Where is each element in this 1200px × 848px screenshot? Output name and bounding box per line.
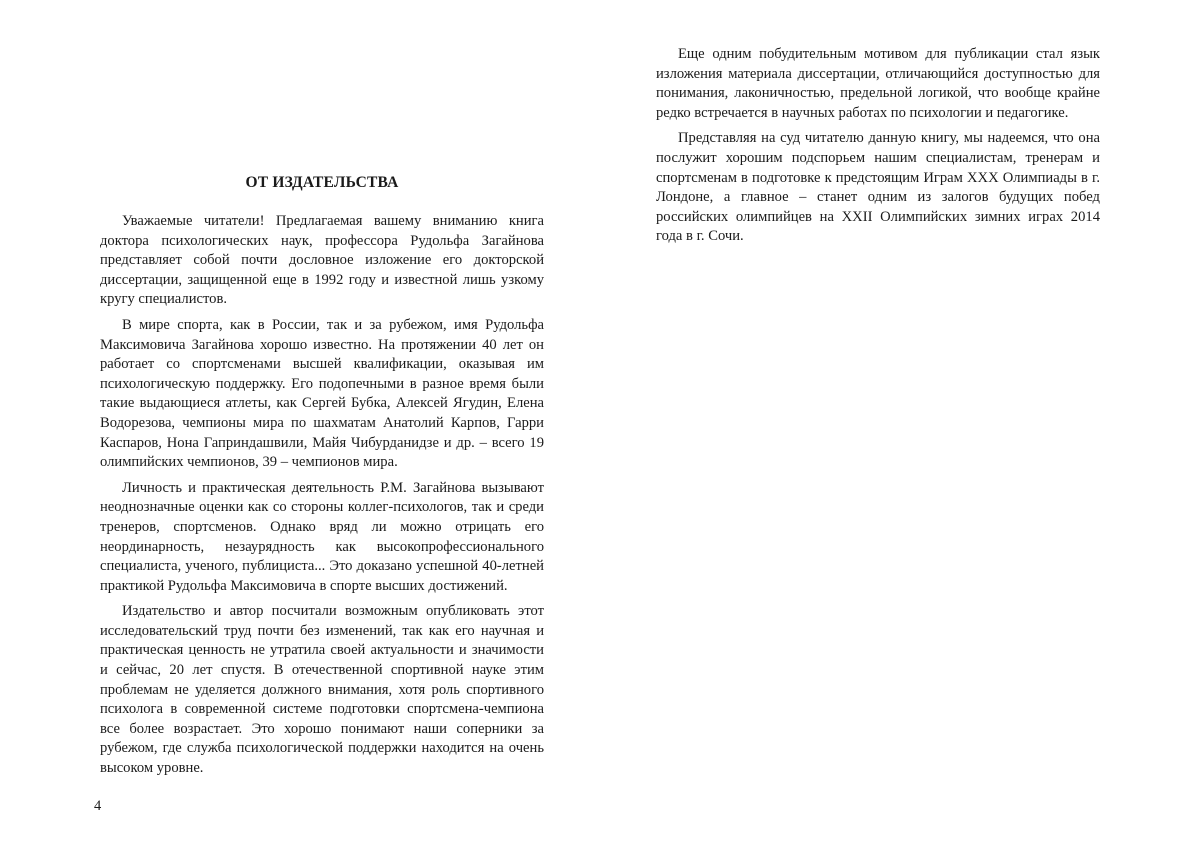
paragraph: В мире спорта, как в России, так и за рубежом, имя Рудольфа Максимовича Загайнова хорошо известно. На протяжении 40 лет он работает со спортсменами высшей квалификации, оказывая им психологическую поддержку. Его подопечными в разное время были такие выдающиеся атлеты, как Сергей Бубка, Алексей Ягудин, Елена Водорезова, чемпионы мира по шахматам Анатолий Карпов, Гарри Каспаров, Нона Гаприндашвили, Майя Чибурданидзе и др. – всего 19 олимпийских чемпионов, 39 – чемпионов мира. — [100, 316, 544, 471]
page-heading: ОТ ИЗДАТЕЛЬСТВА — [245, 174, 399, 191]
page-number: 4 — [94, 798, 102, 814]
paragraph: Уважаемые читатели! Предлагаемая вашему вниманию книга доктора психологических наук, профессора Рудольфа Загайнова представляет собой почти дословное изложение его докторской диссертации, защищенной еще в 1992 году и известной лишь узкому кругу специалистов. — [100, 213, 544, 308]
right-body-text — [656, 45, 1100, 253]
paragraph: Еще одним побудительным мотивом для публикации стал язык изложения материала диссертации, отличающийся доступностью для понимания, лаконичностью, предельной логикой, что вообще крайне редко встречается в научных работах по психологии и педагогике. — [656, 46, 1100, 121]
left-body-text — [100, 212, 544, 785]
paragraph: Личность и практическая деятельность Р.М. Загайнова вызывают неоднозначные оценки как со стороны коллег-психологов, так и среди тренеров, спортсменов. Однако вряд ли можно отрицать его неординарность, незаурядность как высокопрофессионального специалиста, ученого, публициста... Это доказано успешной 40-летней практикой Рудольфа Максимовича в спорте высших достижений. — [100, 479, 544, 594]
right-page — [600, 0, 1200, 848]
paragraph: Издательство и автор посчитали возможным опубликовать этот исследовательский труд почти без изменений, так как его научная и практическая ценность не утратила своей актуальности и значимости и сейчас, 20 лет спустя. В отечественной спортивной науке этим проблемам не уделяется должного внимания, хотя роль спортивного психолога в современной системе подготовки спортсмена-чемпиона все более возрастает. Это хорошо понимают наши соперники за рубежом, где служба психологической поддержки находится на очень высоком уровне. — [100, 603, 544, 777]
paragraph: Представляя на суд читателю данную книгу, мы надеемся, что она послужит хорошим подспорьем нашим специалистам, тренерам и спортсменам в подготовке к предстоящим Играм XXX Олимпиады в г. Лондоне, а главное – станет одним из залогов будущих побед российских олимпийцев на XXII Олимпийских зимних играх 2014 года в г. Сочи. — [656, 130, 1100, 245]
